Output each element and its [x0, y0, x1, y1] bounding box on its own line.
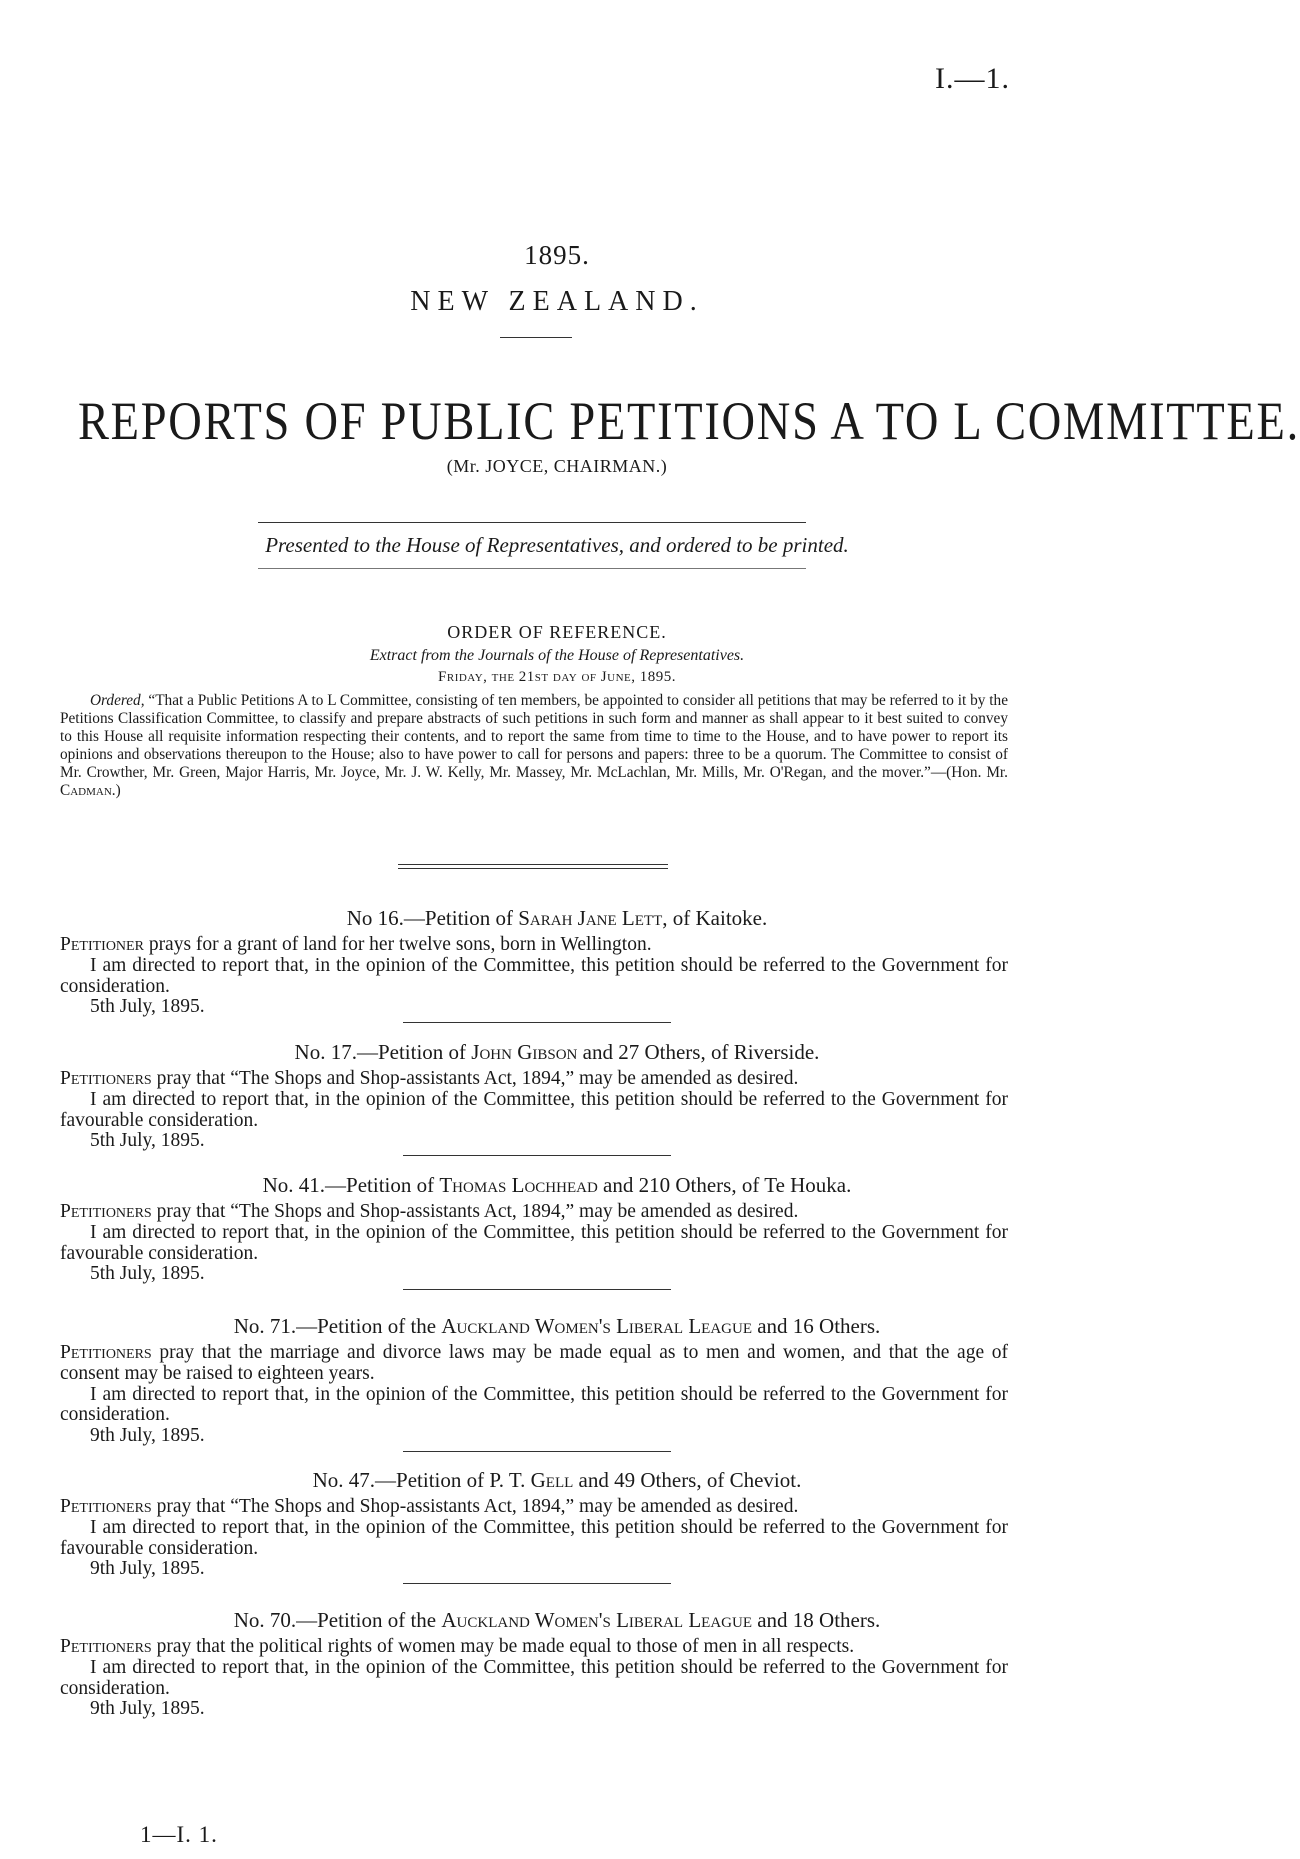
committee-report: I am directed to report that, in the opinion of the Committee, this petition should be referred to the Government for consideration. — [60, 1656, 1008, 1699]
report-date: 9th July, 1895. — [90, 1558, 205, 1580]
paper-reference: I.—1. — [935, 62, 1010, 95]
divider — [403, 1155, 671, 1156]
petition-prayer: pray that the political rights of women may be made equal to those of men in all respects. — [151, 1636, 855, 1657]
report-date: 9th July, 1895. — [90, 1698, 205, 1720]
petitioner-label: Petitioners — [60, 1201, 152, 1222]
extract-line: Extract from the Journals of the House of Representatives. — [369, 647, 745, 664]
petition-heading: No 16.—Petition of Sarah Jane Lett, of Kaitoke. — [346, 906, 768, 930]
petitioner-label: Petitioners — [60, 1636, 152, 1657]
petition-heading: No. 71.—Petition of the Auckland Women's Liberal League and 16 Others. — [233, 1314, 881, 1338]
petitioner-label: Petitioner — [60, 934, 144, 955]
order-of-reference-text — [60, 692, 1008, 801]
petitioner-label: Petitioners — [60, 1496, 152, 1517]
order-closing: .) — [111, 782, 121, 800]
mover-name: Cadman — [60, 782, 112, 800]
petition-prayer: prays for a grant of land for her twelve sons, born in Wellington. — [143, 934, 652, 955]
committee-report: I am directed to report that, in the opinion of the Committee, this petition should be referred to the Government for consideration. — [60, 954, 1008, 997]
petition-heading: No. 41.—Petition of Thomas Lochhead and 210 Others, of Te Houka. — [262, 1173, 852, 1197]
divider — [398, 868, 668, 869]
divider — [258, 568, 806, 569]
report-date: 5th July, 1895. — [90, 996, 205, 1018]
divider — [403, 1289, 671, 1290]
petition-prayer: pray that “The Shops and Shop-assistants Act, 1894,” may be amended as desired. — [151, 1201, 799, 1222]
petition-prayer: pray that “The Shops and Shop-assistants Act, 1894,” may be amended as desired. — [151, 1068, 799, 1089]
divider — [403, 1583, 671, 1584]
chairman-line: (Mr. JOYCE, CHAIRMAN.) — [446, 456, 668, 476]
order-text: “That a Public Petitions A to L Committee, consisting of ten members, be appointed to consider all petitions that may be referred to it by the Petitions Classification Committee, to classify and prepare abstracts of such petitions in such form and manner as shall appear to it best suited to convey to this House all requisite information respecting their contents, and to report the same from time to time to the House, and to have power to report its opinions and observations thereupon to the House; also to have power to call for persons and papers: three to be a quorum. The Committee to consist of Mr. Crowther, Mr. Green, Major Harris, Mr. Joyce, Mr. J. W. Kelly, Mr. Massey, Mr. McLachlan, Mr. Mills, Mr. O'Regan, and the mover.”—(Hon. Mr. — [60, 692, 1008, 782]
year: 1895. — [524, 240, 590, 270]
committee-report: I am directed to report that, in the opinion of the Committee, this petition should be referred to the Government for favourable consideration. — [60, 1221, 1008, 1264]
petition-prayer: pray that the marriage and divorce laws may be made equal as to men and women, and that the age of consent may be raised to eighteen years. — [60, 1342, 1008, 1384]
printer-signature: 1—I. 1. — [140, 1822, 218, 1847]
petition-body — [60, 1202, 1008, 1285]
petition-body — [60, 1637, 1008, 1720]
petition-heading: No. 17.—Petition of John Gibson and 27 Others, of Riverside. — [294, 1040, 820, 1064]
order-date: Friday, the 21st day of June, 1895. — [438, 669, 676, 685]
committee-report: I am directed to report that, in the opinion of the Committee, this petition should be referred to the Government for consideration. — [60, 1383, 1008, 1426]
committee-report: I am directed to report that, in the opinion of the Committee, this petition should be referred to the Government for favourable consideration. — [60, 1516, 1008, 1559]
petition-heading: No. 70.—Petition of the Auckland Women's Liberal League and 18 Others. — [233, 1608, 881, 1632]
report-date: 5th July, 1895. — [90, 1130, 205, 1152]
report-date: 5th July, 1895. — [90, 1263, 205, 1285]
report-date: 9th July, 1895. — [90, 1425, 205, 1447]
ordered-label: Ordered, — [90, 692, 145, 709]
committee-report: I am directed to report that, in the opinion of the Committee, this petition should be referred to the Government for favourable consideration. — [60, 1088, 1008, 1131]
divider — [258, 522, 806, 523]
divider — [403, 1022, 671, 1023]
document-title: REPORTS OF PUBLIC PETITIONS A TO L COMMITTEE. — [77, 391, 1300, 451]
petition-prayer: pray that “The Shops and Shop-assistants Act, 1894,” may be amended as desired. — [151, 1496, 799, 1517]
petitioner-label: Petitioners — [60, 1342, 152, 1363]
presented-line: Presented to the House of Representatives, and ordered to be printed. — [265, 533, 849, 557]
order-of-reference-heading: ORDER OF REFERENCE. — [447, 622, 667, 642]
petition-heading: No. 47.—Petition of P. T. Gell and 49 Others, of Cheviot. — [312, 1468, 802, 1492]
petition-body — [60, 935, 1008, 1018]
divider — [398, 864, 668, 865]
divider — [500, 337, 572, 338]
divider — [403, 1451, 671, 1452]
petitioner-label: Petitioners — [60, 1068, 152, 1089]
country: NEW ZEALAND. — [410, 286, 704, 317]
petition-body — [60, 1343, 1008, 1447]
petition-body — [60, 1497, 1008, 1580]
petition-body — [60, 1069, 1008, 1152]
